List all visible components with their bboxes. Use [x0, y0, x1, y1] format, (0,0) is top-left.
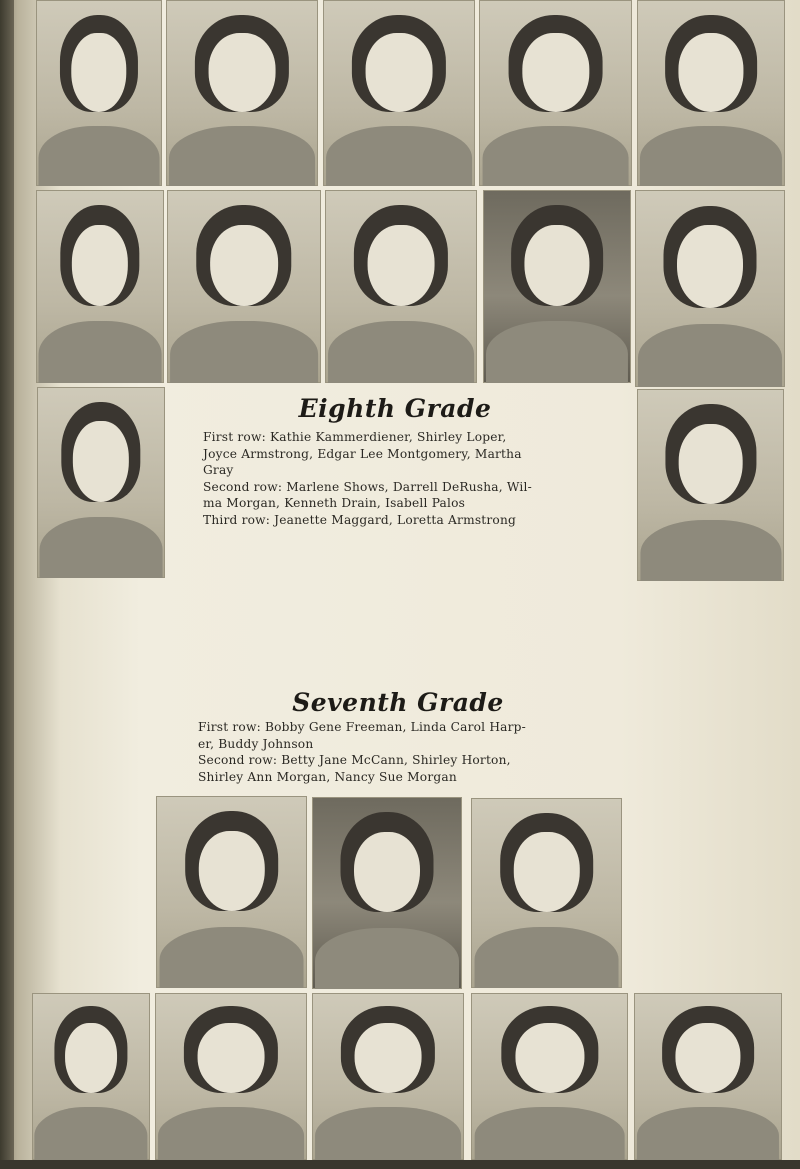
- caption-line: Second row: Marlene Shows, Darrell DeRusha, Wil-: [203, 479, 532, 494]
- portrait-photo: [471, 798, 622, 988]
- portrait-photo: [634, 993, 782, 1160]
- portrait-photo: [37, 387, 165, 578]
- portrait-photo: [635, 190, 785, 387]
- caption-line: Second row: Betty Jane McCann, Shirley Horton,: [198, 753, 511, 767]
- eighth-grade-caption: [190, 394, 610, 528]
- caption-line: Joyce Armstrong, Edgar Lee Montgomery, Martha: [203, 446, 522, 461]
- seventh-grade-title: Seventh Grade: [292, 688, 504, 717]
- caption-line: Third row: Jeanette Maggard, Loretta Armstrong: [203, 512, 517, 527]
- page-bottom-edge: [0, 1160, 800, 1169]
- caption-line: First row: Bobby Gene Freeman, Linda Carol Harp-: [198, 720, 526, 734]
- seventh-grade-caption: [198, 688, 608, 785]
- portrait-photo: [483, 190, 631, 383]
- portrait-photo: [312, 797, 462, 989]
- portrait-photo: [325, 190, 477, 383]
- caption-line: ma Morgan, Kenneth Drain, Isabell Palos: [203, 496, 466, 510]
- portrait-photo: [479, 0, 632, 186]
- caption-line: Shirley Ann Morgan, Nancy Sue Morgan: [198, 769, 457, 784]
- caption-line: er, Buddy Johnson: [198, 736, 314, 751]
- portrait-photo: [637, 389, 784, 581]
- portrait-photo: [156, 796, 307, 988]
- portrait-photo: [32, 993, 150, 1160]
- portrait-photo: [323, 0, 475, 186]
- portrait-photo: [166, 0, 318, 186]
- portrait-photo: [155, 993, 307, 1160]
- portrait-photo: [312, 993, 464, 1160]
- portrait-photo: [36, 0, 162, 186]
- portrait-photo: [471, 993, 628, 1160]
- portrait-photo: [167, 190, 321, 383]
- portrait-photo: [36, 190, 164, 383]
- caption-line: Gray: [203, 463, 234, 477]
- portrait-photo: [637, 0, 785, 186]
- book-spine-shadow: [0, 0, 14, 1169]
- eighth-grade-title: Eighth Grade: [298, 394, 492, 423]
- caption-line: First row: Kathie Kammerdiener, Shirley Loper,: [203, 430, 507, 444]
